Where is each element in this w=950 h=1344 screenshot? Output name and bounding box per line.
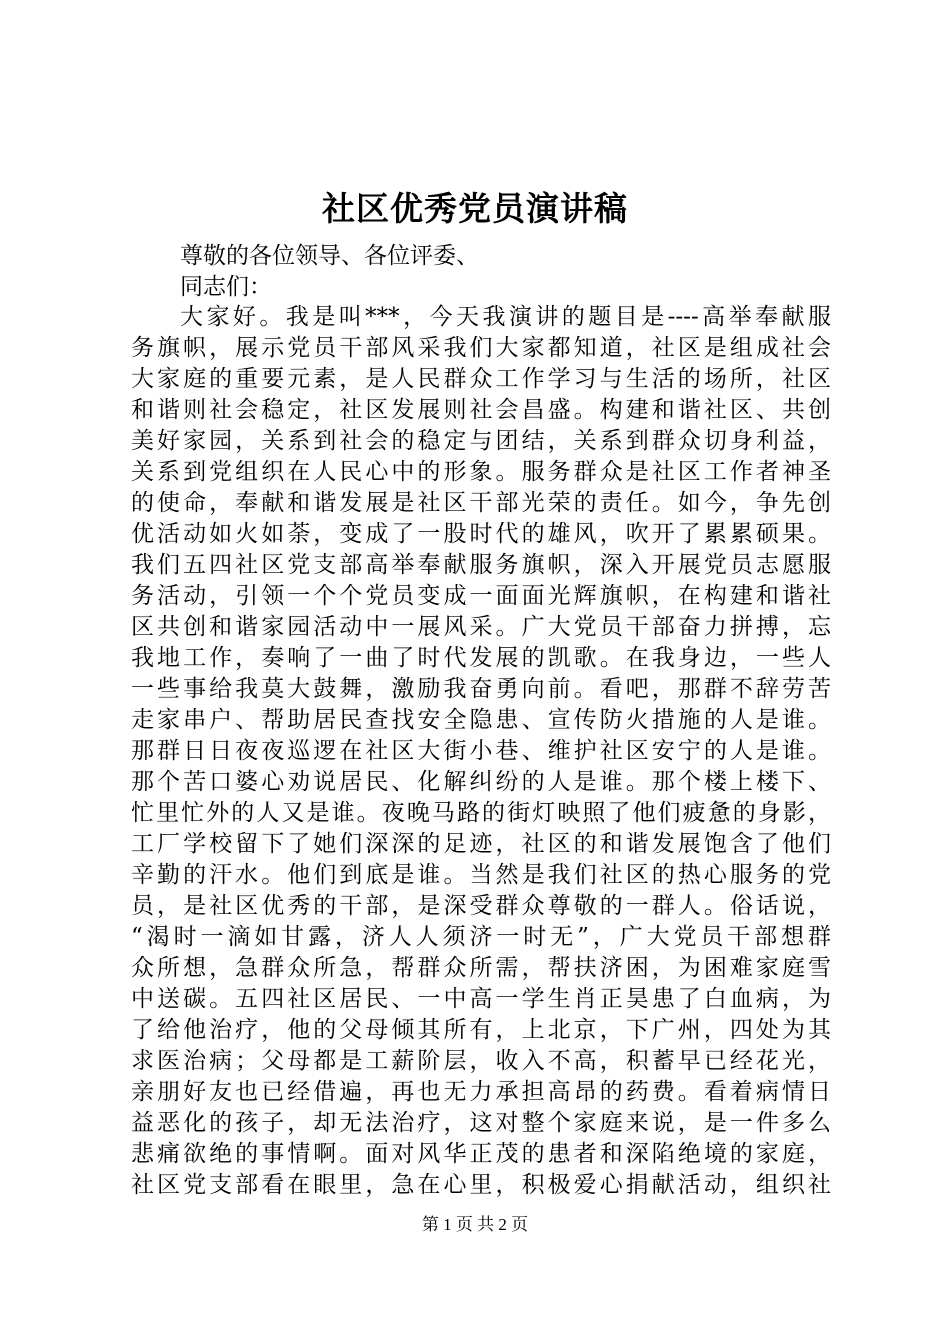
greeting-line: 同志们： (180, 274, 272, 300)
body-line: 工厂学校留下了她们深深的足迹，社区的和谐发展饱含了他们 (131, 831, 831, 857)
body-line: “渴时一滴如甘露，济人人须济一时无”，广大党员干部想群 (131, 924, 831, 950)
body-line: 求医治病；父母都是工薪阶层，收入不高，积蓄早已经花光， (131, 1048, 831, 1074)
body-line: 务旗帜，展示党员干部风采我们大家都知道，社区是组成社会 (131, 335, 831, 361)
body-line: 大家庭的重要元素，是人民群众工作学习与生活的场所，社区 (131, 366, 831, 392)
body-line: 我地工作，奏响了一曲了时代发展的凯歌。在我身边，一些人 (131, 645, 831, 671)
body-line: 一些事给我莫大鼓舞，激励我奋勇向前。看吧，那群不辞劳苦 (131, 676, 831, 702)
body-line: 忙里忙外的人又是谁。夜晚马路的街灯映照了他们疲惫的身影， (131, 800, 831, 826)
body-line: 众所想，急群众所急，帮群众所需，帮扶济困，为困难家庭雪 (131, 955, 831, 981)
body-line: 大家好。我是叫***，今天我演讲的题目是----高举奉献服 (180, 304, 831, 330)
body-line: 优活动如火如荼，变成了一股时代的雄风，吹开了累累硕果。 (131, 521, 831, 547)
body-line: 悲痛欲绝的事情啊。面对风华正茂的患者和深陷绝境的家庭， (131, 1141, 831, 1167)
body-line: 员，是社区优秀的干部，是深受群众尊敬的一群人。俗话说， (131, 893, 831, 919)
body-line: 亲朋好友也已经借遍，再也无力承担高昂的药费。看着病情日 (131, 1079, 831, 1105)
body-line: 辛勤的汗水。他们到底是谁。当然是我们社区的热心服务的党 (131, 862, 831, 888)
body-line: 区共创和谐家园活动中一展风采。广大党员干部奋力拼搏，忘 (131, 614, 831, 640)
body-line: 那群日日夜夜巡逻在社区大街小巷、维护社区安宁的人是谁。 (131, 738, 831, 764)
body-line: 了给他治疗，他的父母倾其所有，上北京，下广州，四处为其 (131, 1017, 831, 1043)
document-title: 社区优秀党员演讲稿 (322, 189, 628, 228)
body-line: 我们五四社区党支部高举奉献服务旗帜，深入开展党员志愿服 (131, 552, 831, 578)
body-line: 美好家园，关系到社会的稳定与团结，关系到群众切身利益， (131, 428, 831, 454)
body-line: 那个苦口婆心劝说居民、化解纠纷的人是谁。那个楼上楼下、 (131, 769, 831, 795)
body-line: 走家串户、帮助居民查找安全隐患、宣传防火措施的人是谁。 (131, 707, 831, 733)
body-line: 中送碳。五四社区居民、一中高一学生肖正昊患了白血病，为 (131, 986, 831, 1012)
page-footer: 第 1 页 共 2 页 (421, 1215, 529, 1234)
body-line: 社区党支部看在眼里，急在心里，积极爱心捐献活动，组织社 (131, 1172, 831, 1198)
body-line: 和谐则社会稳定，社区发展则社会昌盛。构建和谐社区、共创 (131, 397, 831, 423)
body-line: 益恶化的孩子，却无法治疗，这对整个家庭来说，是一件多么 (131, 1110, 831, 1136)
body-line: 务活动，引领一个个党员变成一面面光辉旗帜，在构建和谐社 (131, 583, 831, 609)
body-line: 关系到党组织在人民心中的形象。服务群众是社区工作者神圣 (131, 459, 831, 485)
body-line: 的使命，奉献和谐发展是社区干部光荣的责任。如今，争先创 (131, 490, 831, 516)
greeting-line: 尊敬的各位领导、各位评委、 (180, 243, 479, 269)
